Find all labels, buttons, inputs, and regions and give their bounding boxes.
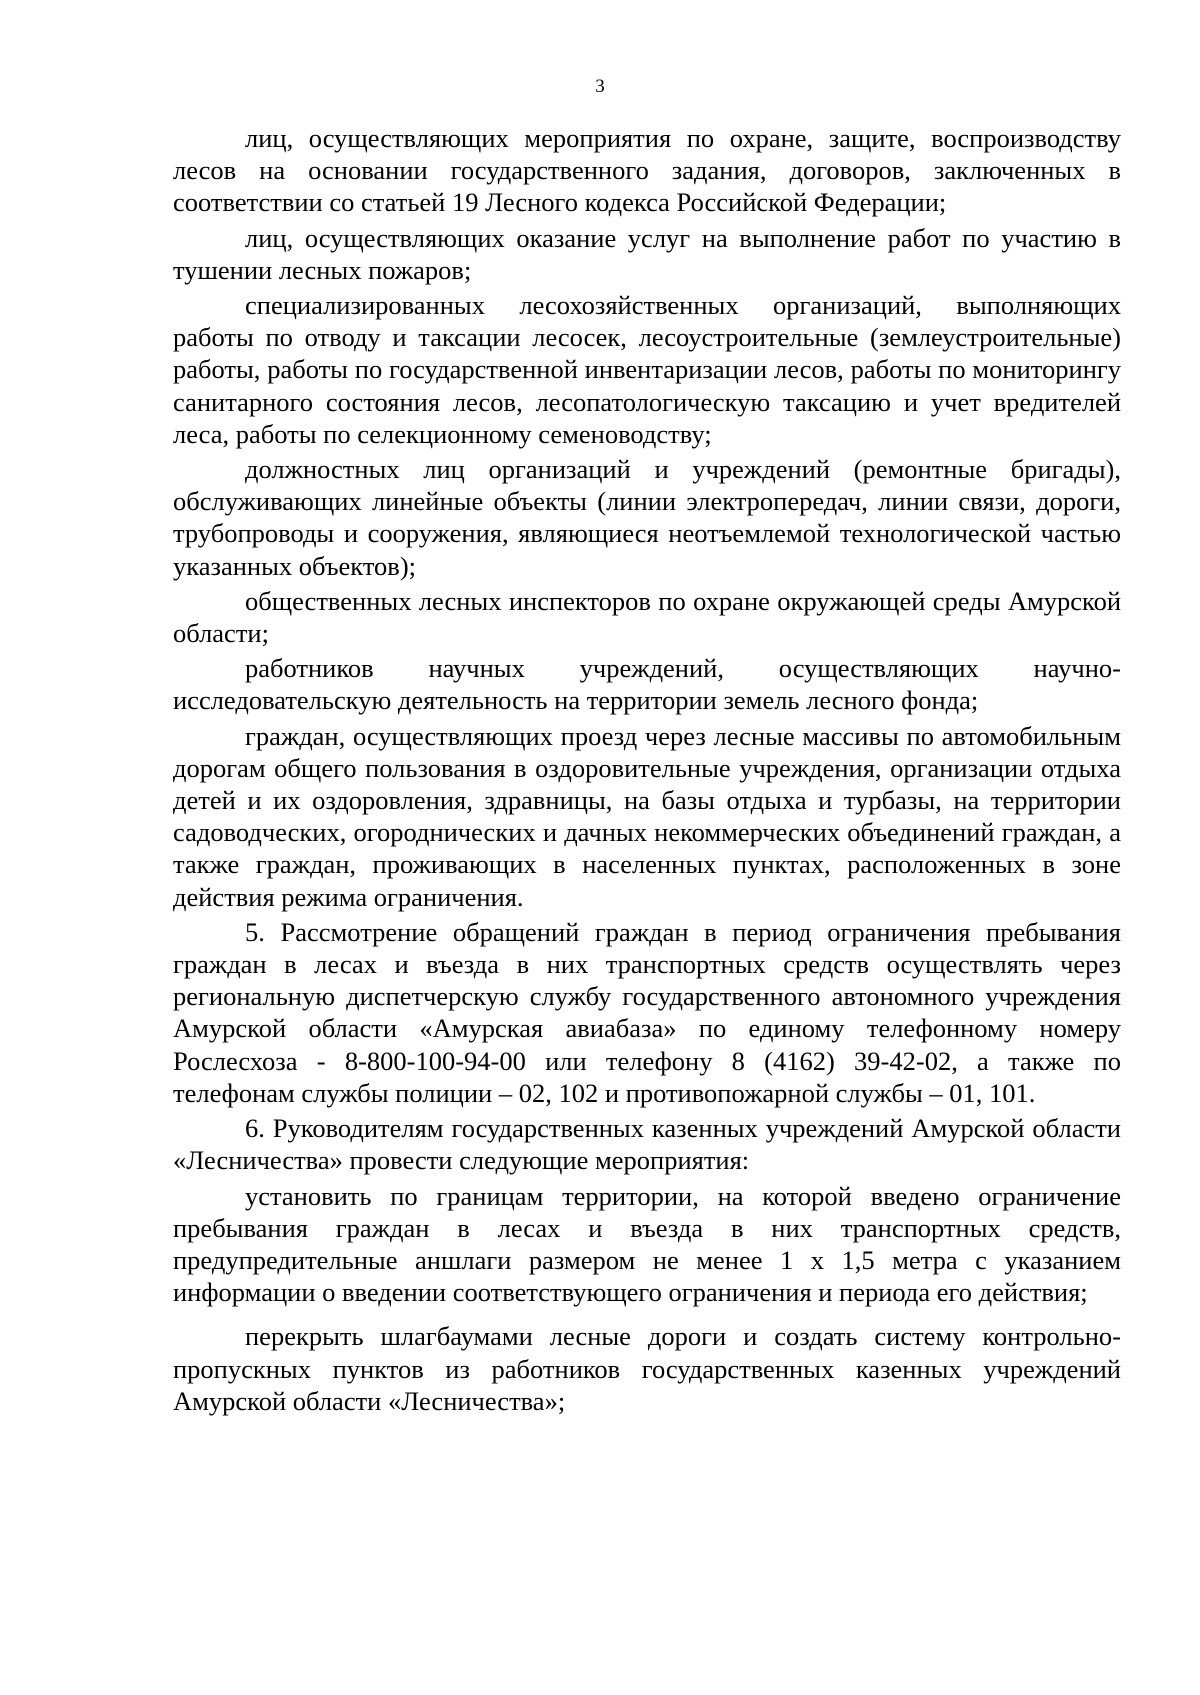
paragraph-item-5-appeals: 5. Рассмотрение обращений граждан в период ограничения пребывания граждан в лесах и въезда в них транспортных средств осуществлять через региональную диспетчерскую службу государственного автономного учреждения Амурской области «Амурская авиабаза» по единому телефонному номеру Рослесхоза - 8-800-100-94-00 или телефону 8 (4162) 39-42-02, а также по телефонам службы полиции – 02, 102 и противопожарной службы – 01, 101. — [173, 916, 1121, 1108]
paragraph-barriers-checkpoints: перекрыть шлагбаумами лесные дороги и создать систему контрольно-пропускных пунктов из работников государственных казенных учреждений Амурской области «Лесничества»; — [173, 1321, 1121, 1416]
paragraph-citizens-passage: граждан, осуществляющих проезд через лесные массивы по автомобильным дорогам общего пользования в оздоровительные учреждения, организации отдыха детей и их оздоровления, здравницы, на базы отдыха и турбазы, на территории садоводческих, огороднических и дачных некоммерческих объединений граждан, а также граждан, проживающих в населенных пунктах, расположенных в зоне действия режима ограничения. — [173, 720, 1121, 912]
paragraph-firefighting-services: лиц, осуществляющих оказание услуг на выполнение работ по участию в тушении лесных пожаров; — [173, 222, 1121, 285]
paragraph-item-6-heads: 6. Руководителям государственных казенных учреждений Амурской области «Лесничества» провести следующие мероприятия: — [173, 1113, 1121, 1176]
paragraph-public-forest-inspectors: общественных лесных инспекторов по охране окружающей среды Амурской области; — [173, 585, 1121, 649]
paragraph-linear-objects-officials: должностных лиц организаций и учреждений (ремонтные бригады), обслуживающих линейные объекты (линии электропередач, линии связи, дороги, трубопроводы и сооружения, являющиеся неотъемлемой технологической частью указанных объектов); — [173, 454, 1121, 581]
paragraph-forest-protection: лиц, осуществляющих мероприятия по охране, защите, воспроизводству лесов на основании государственного задания, договоров, заключенных в соответствии со статьей 19 Лесного кодекса Российской Федерации; — [173, 123, 1121, 218]
page-number: 3 — [595, 76, 605, 97]
paragraph-specialized-organizations: специализированных лесохозяйственных организаций, выполняющих работы по отводу и таксации лесосек, лесоустроительные (землеустроительные) работы, работы по государственной инвентаризации лесов, работы по мониторингу санитарного состояния лесов, лесопатологическую таксацию и учет вредителей леса, работы по селекционному семеноводству; — [173, 290, 1121, 449]
paragraph-warning-signs: установить по границам территории, на которой введено ограничение пребывания граждан в лесах и въезда в них транспортных средств, предупредительные аншлаги размером не менее 1 х 1,5 метра с указанием информации о введении соответствующего ограничения и периода его действия; — [173, 1180, 1121, 1308]
document-body — [173, 122, 1121, 1417]
paragraph-scientific-workers: работников научных учреждений, осуществляющих научно-исследовательскую деятельность на территории земель лесного фонда; — [173, 653, 1121, 716]
